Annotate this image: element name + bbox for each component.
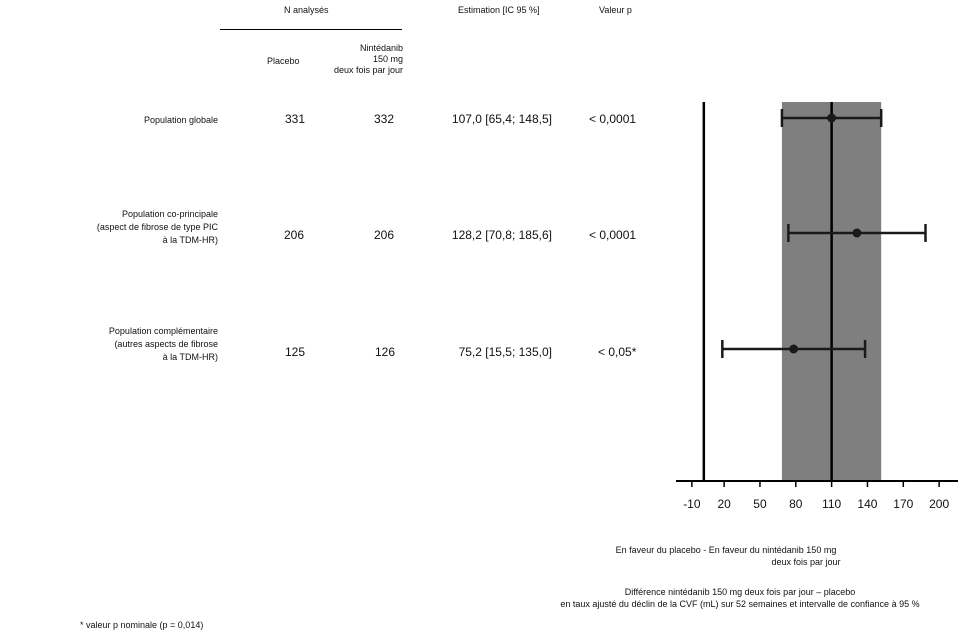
x-axis-label-line-2: en taux ajusté du déclin de la CVF (mL) sur 52 semaines et intervalle de confiance à 95 % <box>560 599 920 609</box>
subheader-nintedanib-line-3: deux fois par jour <box>333 65 403 75</box>
subheader-nintedanib-line-2: 150 mg <box>372 54 403 64</box>
row-label-coprincipal-line-1: Population co-principale <box>121 209 218 219</box>
row-label-coprincipal-line-3: à la TDM-HR) <box>162 235 218 245</box>
row-nintedanib-global: 332 <box>374 112 395 126</box>
point-estimate <box>789 345 798 354</box>
x-tick-label: 20 <box>717 497 731 511</box>
point-estimate <box>852 229 861 238</box>
row-placebo-complementaire: 125 <box>285 345 306 359</box>
row-label-complementaire-line-3: à la TDM-HR) <box>162 352 218 362</box>
x-tick-label: 80 <box>789 497 803 511</box>
direction-label-line-2: deux fois par jour <box>771 557 841 567</box>
x-tick-label: 110 <box>822 497 842 511</box>
x-tick-label: 140 <box>857 497 878 511</box>
x-tick-label: 50 <box>753 497 767 511</box>
row-estimate-coprincipal: 128,2 [70,8; 185,6] <box>451 228 552 242</box>
header-n-analyses: N analysés <box>284 5 329 15</box>
row-estimate-global: 107,0 [65,4; 148,5] <box>451 112 552 126</box>
row-label-global: Population globale <box>143 115 218 125</box>
x-axis-label-line-1: Différence nintédanib 150 mg deux fois par jour – placebo <box>624 587 856 597</box>
subheader-nintedanib-line-1: Nintédanib <box>359 43 403 53</box>
header-estimation: Estimation [IC 95 %] <box>458 5 540 15</box>
row-p-global: < 0,0001 <box>589 112 637 126</box>
row-p-complementaire: < 0,05* <box>598 345 637 359</box>
row-placebo-coprincipal: 206 <box>284 228 305 242</box>
subheader-placebo: Placebo <box>267 56 300 66</box>
row-nintedanib-coprincipal: 206 <box>374 228 395 242</box>
direction-label-line-1: En faveur du placebo - En faveur du nintédanib 150 mg <box>615 545 837 555</box>
row-nintedanib-complementaire: 126 <box>375 345 396 359</box>
row-estimate-complementaire: 75,2 [15,5; 135,0] <box>458 345 552 359</box>
point-estimate <box>827 114 836 123</box>
x-tick-label: -10 <box>683 497 701 511</box>
header-valeur-p: Valeur p <box>599 5 632 15</box>
x-tick-label: 170 <box>893 497 914 511</box>
row-p-coprincipal: < 0,0001 <box>589 228 637 242</box>
x-tick-label: 200 <box>929 497 950 511</box>
row-label-complementaire-line-2: (autres aspects de fibrose <box>114 339 218 349</box>
footnote: * valeur p nominale (p = 0,014) <box>80 620 204 630</box>
row-label-complementaire-line-1: Population complémentaire <box>108 326 218 336</box>
row-label-coprincipal-line-2: (aspect de fibrose de type PIC <box>96 222 218 232</box>
row-placebo-global: 331 <box>285 112 306 126</box>
